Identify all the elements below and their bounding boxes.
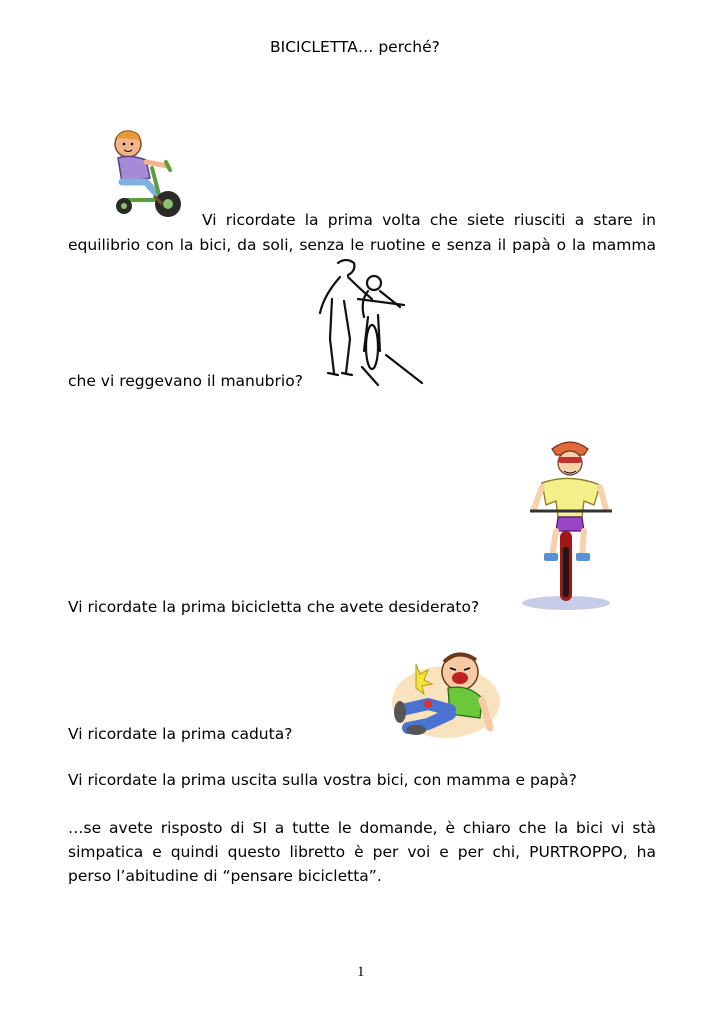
paragraph-first-ride-with-parents: Vi ricordate la prima uscita sulla vostra bici, con mamma e papà? — [68, 771, 577, 789]
page-title: BICICLETTA… perché? — [270, 38, 440, 56]
parent-teaching-child-illustration — [302, 255, 430, 387]
paragraph-conclusion-line3: perso l’abitudine di “pensare bicicletta”. — [68, 867, 382, 885]
paragraph-conclusion-line1: …se avete risposto di SI a tutte le domande, è chiaro che la bici vi stà — [68, 819, 656, 837]
paragraph-first-balance-line2: equilibrio con la bici, da soli, senza le ruotine e senza il papà o la mamma — [68, 236, 656, 254]
paragraph-first-fall: Vi ricordate la prima caduta? — [68, 725, 293, 743]
page-number: 1 — [357, 964, 365, 980]
paragraph-conclusion-line2: simpatica e quindi questo libretto è per voi e per chi, PURTROPPO, ha — [68, 843, 656, 861]
fallen-crying-kid-illustration — [388, 648, 500, 740]
kid-riding-bike-illustration — [512, 435, 612, 615]
tricycle-child-illustration — [108, 126, 188, 222]
paragraph-first-bike-desired: Vi ricordate la prima bicicletta che avete desiderato? — [68, 598, 480, 616]
paragraph-first-balance-line1: Vi ricordate la prima volta che siete riusciti a stare in — [202, 211, 656, 229]
paragraph-first-balance-line3: che vi reggevano il manubrio? — [68, 372, 303, 390]
